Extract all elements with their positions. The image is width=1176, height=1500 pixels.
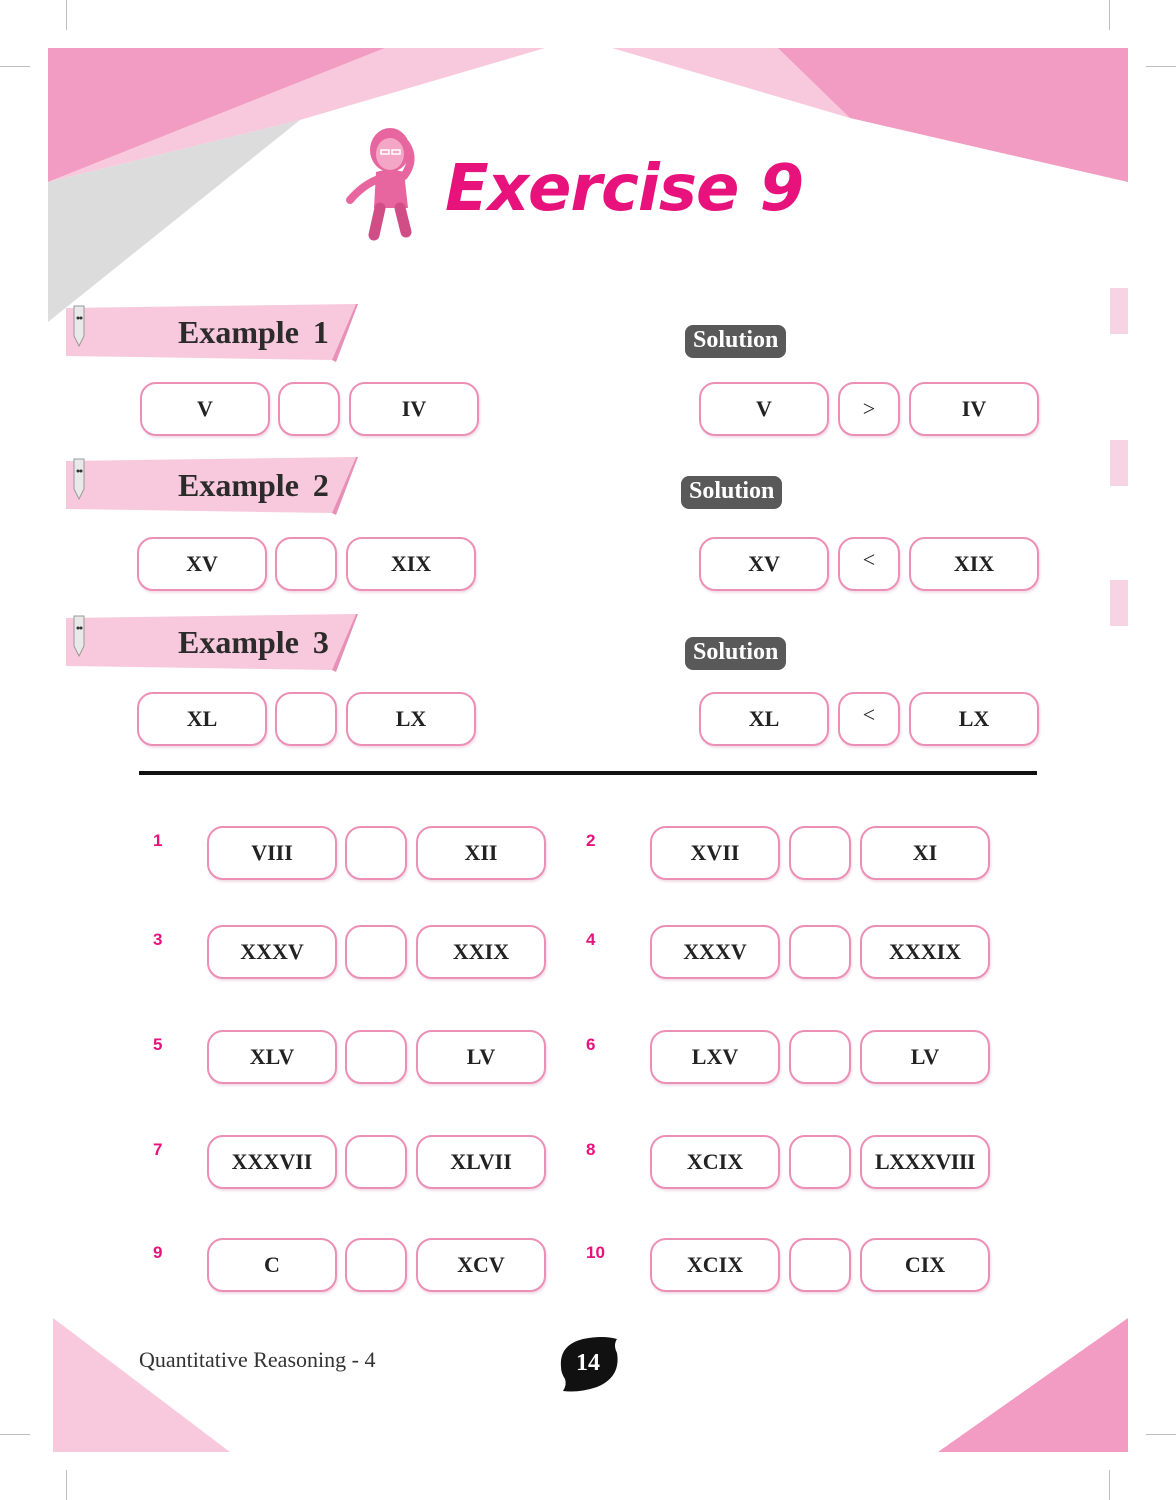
- question-number: 7: [153, 1140, 163, 1159]
- example-label: Example 3: [178, 624, 329, 660]
- question-right-box: XCV: [416, 1238, 546, 1292]
- solution-tag: Solution: [685, 637, 786, 670]
- question-answer-box[interactable]: [345, 1238, 407, 1292]
- question-number: 2: [586, 831, 596, 850]
- question-left-box: XCIX: [650, 1238, 780, 1292]
- question-left-box: XLV: [207, 1030, 337, 1084]
- question-answer-box[interactable]: [345, 1030, 407, 1084]
- question-answer-box[interactable]: [345, 1135, 407, 1189]
- example-right-box: IV: [349, 382, 479, 436]
- question-answer-box[interactable]: [345, 925, 407, 979]
- question-answer-box[interactable]: [789, 925, 851, 979]
- example-left-box: V: [140, 382, 270, 436]
- question-right-box: LXXXVIII: [860, 1135, 990, 1189]
- question-left-box: XXXV: [650, 925, 780, 979]
- example-banner: [66, 614, 358, 676]
- example-right-box: XIX: [346, 537, 476, 591]
- section-divider: [139, 771, 1037, 775]
- example-label: Example 1: [178, 314, 329, 350]
- girl-mascot-icon: [340, 120, 440, 245]
- solution-sign-box: >: [838, 382, 900, 436]
- question-number: 3: [153, 930, 163, 949]
- solution-left-box: XL: [699, 692, 829, 746]
- question-right-box: XII: [416, 826, 546, 880]
- question-answer-box[interactable]: [789, 1030, 851, 1084]
- question-left-box: LXV: [650, 1030, 780, 1084]
- question-right-box: CIX: [860, 1238, 990, 1292]
- book-title: Quantitative Reasoning - 4: [139, 1347, 376, 1372]
- example-right-box: LX: [346, 692, 476, 746]
- question-answer-box[interactable]: [345, 826, 407, 880]
- solution-left-box: V: [699, 382, 829, 436]
- example-banner: [66, 304, 358, 366]
- solution-right-box: LX: [909, 692, 1039, 746]
- example-blank-box[interactable]: [275, 692, 337, 746]
- question-right-box: XXIX: [416, 925, 546, 979]
- question-left-box: XVII: [650, 826, 780, 880]
- page-number: 14: [576, 1350, 600, 1376]
- question-number: 4: [586, 930, 596, 949]
- pencil-icon: [66, 614, 90, 658]
- question-number: 6: [586, 1035, 596, 1054]
- example-label: Example 2: [178, 467, 329, 503]
- question-left-box: XXXVII: [207, 1135, 337, 1189]
- solution-right-box: XIX: [909, 537, 1039, 591]
- example-banner: [66, 457, 358, 519]
- solution-left-box: XV: [699, 537, 829, 591]
- question-left-box: VIII: [207, 826, 337, 880]
- question-answer-box[interactable]: [789, 1135, 851, 1189]
- question-right-box: XI: [860, 826, 990, 880]
- solution-sign-box: <: [838, 537, 900, 591]
- example-left-box: XL: [137, 692, 267, 746]
- solution-right-box: IV: [909, 382, 1039, 436]
- question-left-box: XXXV: [207, 925, 337, 979]
- example-left-box: XV: [137, 537, 267, 591]
- page-title: Exercise 9: [445, 152, 804, 226]
- question-number: 8: [586, 1140, 596, 1159]
- solution-sign-box: <: [838, 692, 900, 746]
- question-number: 5: [153, 1035, 163, 1054]
- question-number: 10: [586, 1243, 605, 1262]
- question-right-box: XXXIX: [860, 925, 990, 979]
- solution-tag: Solution: [681, 476, 782, 509]
- solution-tag: Solution: [685, 325, 786, 358]
- question-number: 1: [153, 831, 163, 850]
- question-left-box: C: [207, 1238, 337, 1292]
- question-answer-box[interactable]: [789, 826, 851, 880]
- question-right-box: LV: [416, 1030, 546, 1084]
- question-right-box: LV: [860, 1030, 990, 1084]
- example-blank-box[interactable]: [278, 382, 340, 436]
- pencil-icon: [66, 457, 90, 501]
- pencil-icon: [66, 304, 90, 348]
- question-left-box: XCIX: [650, 1135, 780, 1189]
- example-blank-box[interactable]: [275, 537, 337, 591]
- question-number: 9: [153, 1243, 163, 1262]
- question-answer-box[interactable]: [789, 1238, 851, 1292]
- question-right-box: XLVII: [416, 1135, 546, 1189]
- page-number-badge: [555, 1333, 621, 1393]
